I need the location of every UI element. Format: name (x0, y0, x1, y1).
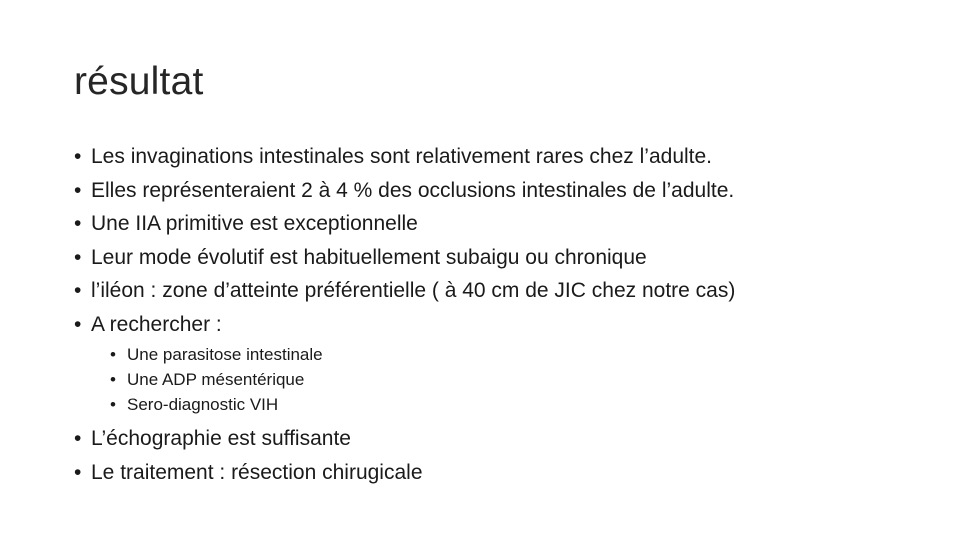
bullet-item (74, 174, 934, 208)
bullet-icon: • (74, 212, 82, 235)
bullet-list-continued (74, 422, 934, 489)
bullet-text: l’iléon : zone d’atteinte préférentielle ( à 40 cm de JIC chez notre cas) (91, 279, 736, 302)
bullet-text: A rechercher : (91, 312, 222, 336)
bullet-item (74, 274, 934, 308)
bullet-text: Leur mode évolutif est habituellement subaigu ou chronique (91, 245, 647, 269)
slide-body (74, 140, 934, 489)
sub-bullet-text: Une parasitose intestinale (127, 345, 323, 364)
bullet-icon: • (74, 245, 82, 269)
bullet-list (74, 140, 934, 341)
bullet-text: L’échographie est suffisante (91, 427, 351, 450)
sub-bullet-text: Une ADP mésentérique (127, 370, 305, 389)
bullet-icon: • (74, 427, 82, 450)
bullet-item (74, 308, 934, 342)
bullet-item (74, 140, 934, 174)
bullet-text: Le traitement : résection chirugicale (91, 460, 423, 484)
bullet-icon: • (74, 279, 82, 302)
sub-bullet-item (110, 392, 934, 417)
bullet-item (74, 207, 934, 241)
bullet-item (74, 456, 934, 490)
sub-bullet-list (74, 342, 934, 417)
bullet-icon: • (74, 460, 82, 484)
sub-bullet-item (110, 342, 934, 367)
bullet-icon: • (74, 145, 82, 168)
bullet-icon: • (74, 312, 82, 336)
bullet-icon: • (110, 345, 116, 364)
bullet-icon: • (74, 178, 82, 202)
bullet-item (74, 422, 934, 456)
bullet-text: Elles représenteraient 2 à 4 % des occlusions intestinales de l’adulte. (91, 178, 735, 202)
sub-bullet-text: Sero-diagnostic VIH (127, 395, 279, 414)
slide-title: résultat (74, 60, 204, 103)
bullet-icon: • (110, 395, 116, 414)
bullet-text: Les invaginations intestinales sont relativement rares chez l’adulte. (91, 145, 713, 168)
bullet-icon: • (110, 370, 116, 389)
bullet-text: Une IIA primitive est exceptionnelle (91, 212, 418, 235)
bullet-item (74, 241, 934, 275)
sub-bullet-item (110, 367, 934, 392)
